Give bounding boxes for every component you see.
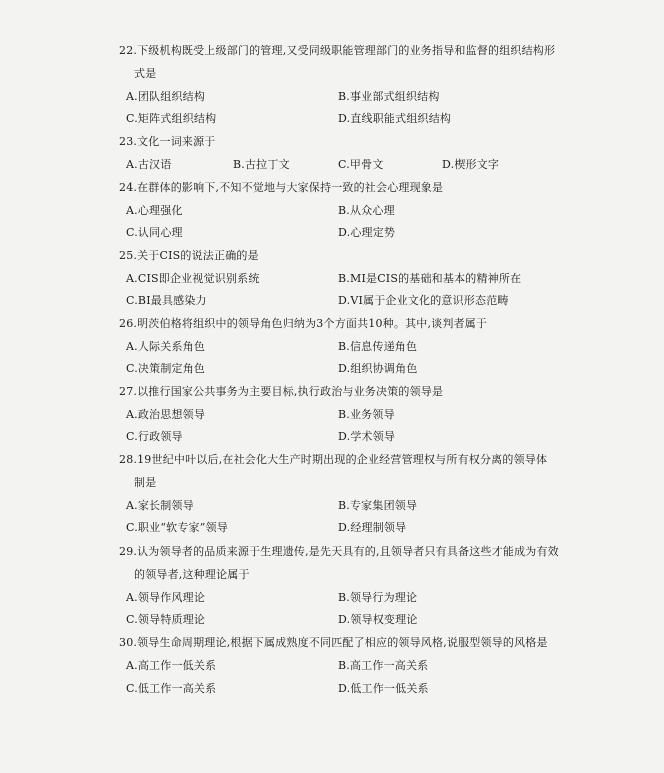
question-23-option-a: A.古汉语: [126, 158, 172, 171]
question-26-option-c: C.决策制定角色: [126, 362, 206, 375]
question-29-option-d: D.领导权变理论: [338, 613, 418, 626]
question-30-stem: 30.领导生命周期理论,根据下属成熟度不同匹配了相应的领导风格,说服型领导的风格是: [119, 636, 548, 649]
question-29-stem-line-1: 29.认为领导者的品质来源于生理遗传,是先天具有的,且领导者只有具备这些才能成为有效: [119, 545, 559, 558]
question-23-option-b: B.古拉丁文: [233, 158, 290, 171]
question-25-option-c: C.BI最具感染力: [126, 294, 207, 307]
question-23-option-c: C.甲骨文: [338, 158, 384, 171]
question-24-option-c: C.认同心理: [126, 226, 183, 239]
question-30-option-b: B.高工作一高关系: [338, 659, 429, 672]
question-25-option-b: B.MI是CIS的基础和基本的精神所在: [338, 272, 522, 285]
question-30-option-d: D.低工作一低关系: [338, 682, 429, 695]
question-22-option-a: A.团队组织结构: [126, 90, 206, 103]
question-22-option-d: D.直线职能式组织结构: [338, 112, 452, 125]
question-27-stem: 27.以推行国家公共事务为主要目标,执行政治与业务决策的领导是: [119, 385, 444, 398]
question-22-stem-line-2: 式是: [134, 67, 157, 80]
question-26-option-d: D.组织协调角色: [338, 362, 418, 375]
question-22-option-c: C.矩阵式组织结构: [126, 112, 217, 125]
question-26-option-a: A.人际关系角色: [126, 340, 206, 353]
question-28-stem-line-1: 28.19世纪中叶以后,在社会化大生产时期出现的企业经营管理权与所有权分离的领导体: [119, 453, 548, 466]
question-25-stem: 25.关于CIS的说法正确的是: [119, 249, 259, 262]
question-28-option-b: B.专家集团领导: [338, 499, 418, 512]
question-22-option-b: B.事业部式组织结构: [338, 90, 440, 103]
question-28-stem-line-2: 制是: [134, 476, 157, 489]
question-29-option-c: C.领导特质理论: [126, 613, 206, 626]
question-23-stem: 23.文化一词来源于: [119, 135, 216, 148]
question-27-option-c: C.行政领导: [126, 430, 183, 443]
question-26-stem: 26.明茨伯格将组织中的领导角色归纳为3个方面共10种。其中,谈判者属于: [119, 317, 488, 330]
question-27-option-a: A.政治思想领导: [126, 408, 206, 421]
question-28-option-c: C.职业“软专家”领导: [126, 521, 228, 534]
question-30-option-a: A.高工作一低关系: [126, 659, 217, 672]
question-22-stem-line-1: 22.下级机构既受上级部门的管理,又受同级职能管理部门的业务指导和监督的组织结构形: [119, 44, 556, 57]
question-27-option-b: B.业务领导: [338, 408, 395, 421]
question-29-option-a: A.领导作风理论: [126, 591, 206, 604]
question-26-option-b: B.信息传递角色: [338, 340, 418, 353]
question-30-option-c: C.低工作一高关系: [126, 682, 217, 695]
question-28-option-d: D.经理制领导: [338, 521, 407, 534]
question-24-option-b: B.从众心理: [338, 204, 395, 217]
question-28-option-a: A.家长制领导: [126, 499, 194, 512]
question-27-option-d: D.学术领导: [338, 430, 396, 443]
question-29-stem-line-2: 的领导者,这种理论属于: [134, 568, 250, 581]
question-25-option-d: D.VI属于企业文化的意识形态范畴: [338, 294, 509, 307]
question-25-option-a: A.CIS即企业视觉识别系统: [126, 272, 260, 285]
question-23-option-d: D.楔形文字: [442, 158, 500, 171]
question-24-option-d: D.心理定势: [338, 226, 396, 239]
question-24-stem: 24.在群体的影响下,不知不觉地与大家保持一致的社会心理现象是: [119, 181, 444, 194]
question-29-option-b: B.领导行为理论: [338, 591, 418, 604]
question-24-option-a: A.心理强化: [126, 204, 183, 217]
